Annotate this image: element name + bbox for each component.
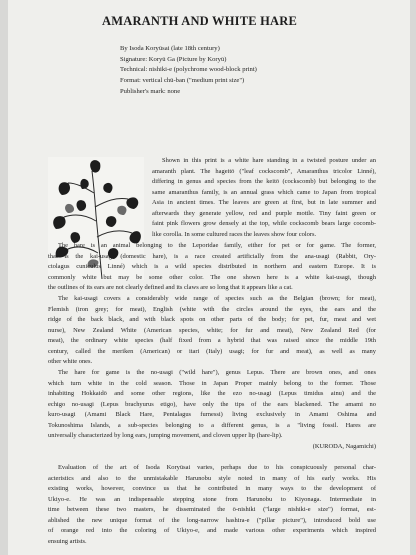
paragraph-line: Ukiyo-e. He was an indispensable stepping stone from Harunobu to Kiyonaga. Intermediate in [48, 495, 376, 503]
meta-signature: Signature: Koryū Ga (Picture by Koryū) [120, 55, 227, 63]
paragraph-line: same amaranthus family, is an annual grass which came to Japan from tropical [152, 188, 376, 196]
paragraph-line: commonly white but may be some other color. The one shown here is a white kai-usagi, though [48, 273, 376, 281]
paragraph-line: time between these two masters, he disseminated the ō-nishiki ("large nishiki-e size") format, est- [48, 506, 376, 514]
meta-format: Format: vertical chū-ban ("medium print size") [120, 77, 245, 85]
paragraph-line: like corolla. In some cultured races the leaves show four colors. [152, 230, 317, 238]
document-page [8, 0, 410, 555]
intro-paragraph [48, 156, 376, 240]
paragraph-line: of orange red into the coloring of Ukiyo-e, and made various other experiments which inspired [48, 527, 376, 535]
evaluation-paragraph [48, 463, 376, 547]
paragraph-line: ctolagus cuniculus Linné) which is a wild species distributed in northern and eastern Europe. It is [48, 263, 376, 271]
meta-publisher: Publisher's mark: none [120, 87, 181, 95]
paragraph-line: The kai-usagi covers a considerably wide range of species such as the Belgian (brown; for meat), [58, 295, 376, 302]
paragraph-line: that is the kai-usagi (domestic hare), is a race created artificially from the ana-usagi (Rabbit, Ory- [48, 252, 376, 260]
paragraph-line: the outlines of its ears are not clearly defined and its claws are so long that it appears like a cat. [48, 284, 293, 292]
paragraph-line: ensuing artists. [48, 537, 87, 545]
kai-usagi-paragraph [48, 294, 376, 368]
paragraph-line: faint pink flowers grow densely at the top, while cockscomb bears large cocomb- [152, 220, 376, 228]
paragraph-line: kuro-usagi (Amami Black Hare, Pentalagus furnessi) living exclusively in Amami Oshima and [48, 411, 376, 419]
no-usagi-paragraph [48, 368, 376, 452]
meta-technical: Technical: nishiki-e (polychrome wood-block print) [120, 66, 257, 74]
paragraph-line: Flemish (iron grey; for meat), English (white with the circles around the eyes, the ears and the [48, 305, 376, 313]
author-signature: (KURODA, Nagamichi) [312, 442, 376, 450]
paragraph-line: Shown in this print is a white hare standing in a twisted posture under an [162, 157, 376, 164]
paragraph-line: Tokunoshima Islands, a sub-species belonging to a different genus, is a "living fossil. Hares are [48, 421, 376, 429]
paragraph-line: ablished the new unique format of the long-narrow hashira-e ("pillar picture"), introduced bold use [48, 516, 376, 524]
paragraph-line: existing works, however, convince us that he contributed in many ways to the development of [48, 485, 376, 493]
paragraph-line: amaranth plant. The hageitō ("leaf cockscomb", Amaranthus tricolor Linné), [152, 167, 376, 175]
paragraph-line: Asia in ancient times. The leaves are green at first, but in late summer and [152, 199, 376, 207]
paragraph-line: nurse), New Zealand White (American species, white; for fur and meat), New Zealand Red (for [48, 326, 376, 334]
meta-author: By Isoda Koryūsai (late 18th century) [120, 45, 220, 52]
paragraph-line: universally characterized by long ears, jumping movement, and cloven upper lip (hare-lip). [48, 432, 283, 440]
paragraph-line: differing in genus and species from the keitō (cockscomb) but belonging to the [152, 178, 376, 186]
paragraph-line: which turn white in the cold season. Those in Japan Proper mainly belong to the former. Those [48, 379, 376, 387]
paragraph-line: Evaluation of the art of Isoda Koryūsai varies, perhaps due to his conspicuously personal char- [58, 464, 376, 471]
paragraph-line: century, called the meriken (American) or itari (Italy) usagi; for fur and meat), as well as many [48, 347, 376, 355]
print-metadata [120, 44, 257, 98]
paragraph-line: The hare is an animal belonging to the Leporidae family, either for pet or for game. The former, [58, 242, 376, 249]
paragraph-line: meat), the ordinary white species (half fixed from a hybrid that was raised since the middle 19th [48, 337, 376, 345]
paragraph-line: The hare for game is the no-usagi ("wild hare"), genus Lepus. There are brown ones, and ones [58, 369, 376, 376]
paragraph-line: echigo no-usagi (Lepus brachyurus etigo), have only the tips of the ears blackened. The amami no [48, 400, 376, 408]
paragraph-line: other white ones. [48, 358, 93, 366]
paragraph-line: ridge of the back black, and with black spots on other parts of the body; for pet, fur, meat and wet [48, 316, 376, 324]
paragraph-line: acteristics and also to the unmistakable Harunobu style noted in many of his early works. His [48, 474, 376, 482]
hare-paragraph [48, 241, 376, 294]
paragraph-line: afterwards they generate yellow, red and purple mottle. Tiny faint green or [152, 209, 376, 217]
page-title: AMARANTH AND WHITE HARE [102, 14, 298, 28]
paragraph-line: inhabiting Hokkaidō and some other regions, like the ezo no-usagi (Lepus timidus ainu) and the [48, 390, 376, 398]
